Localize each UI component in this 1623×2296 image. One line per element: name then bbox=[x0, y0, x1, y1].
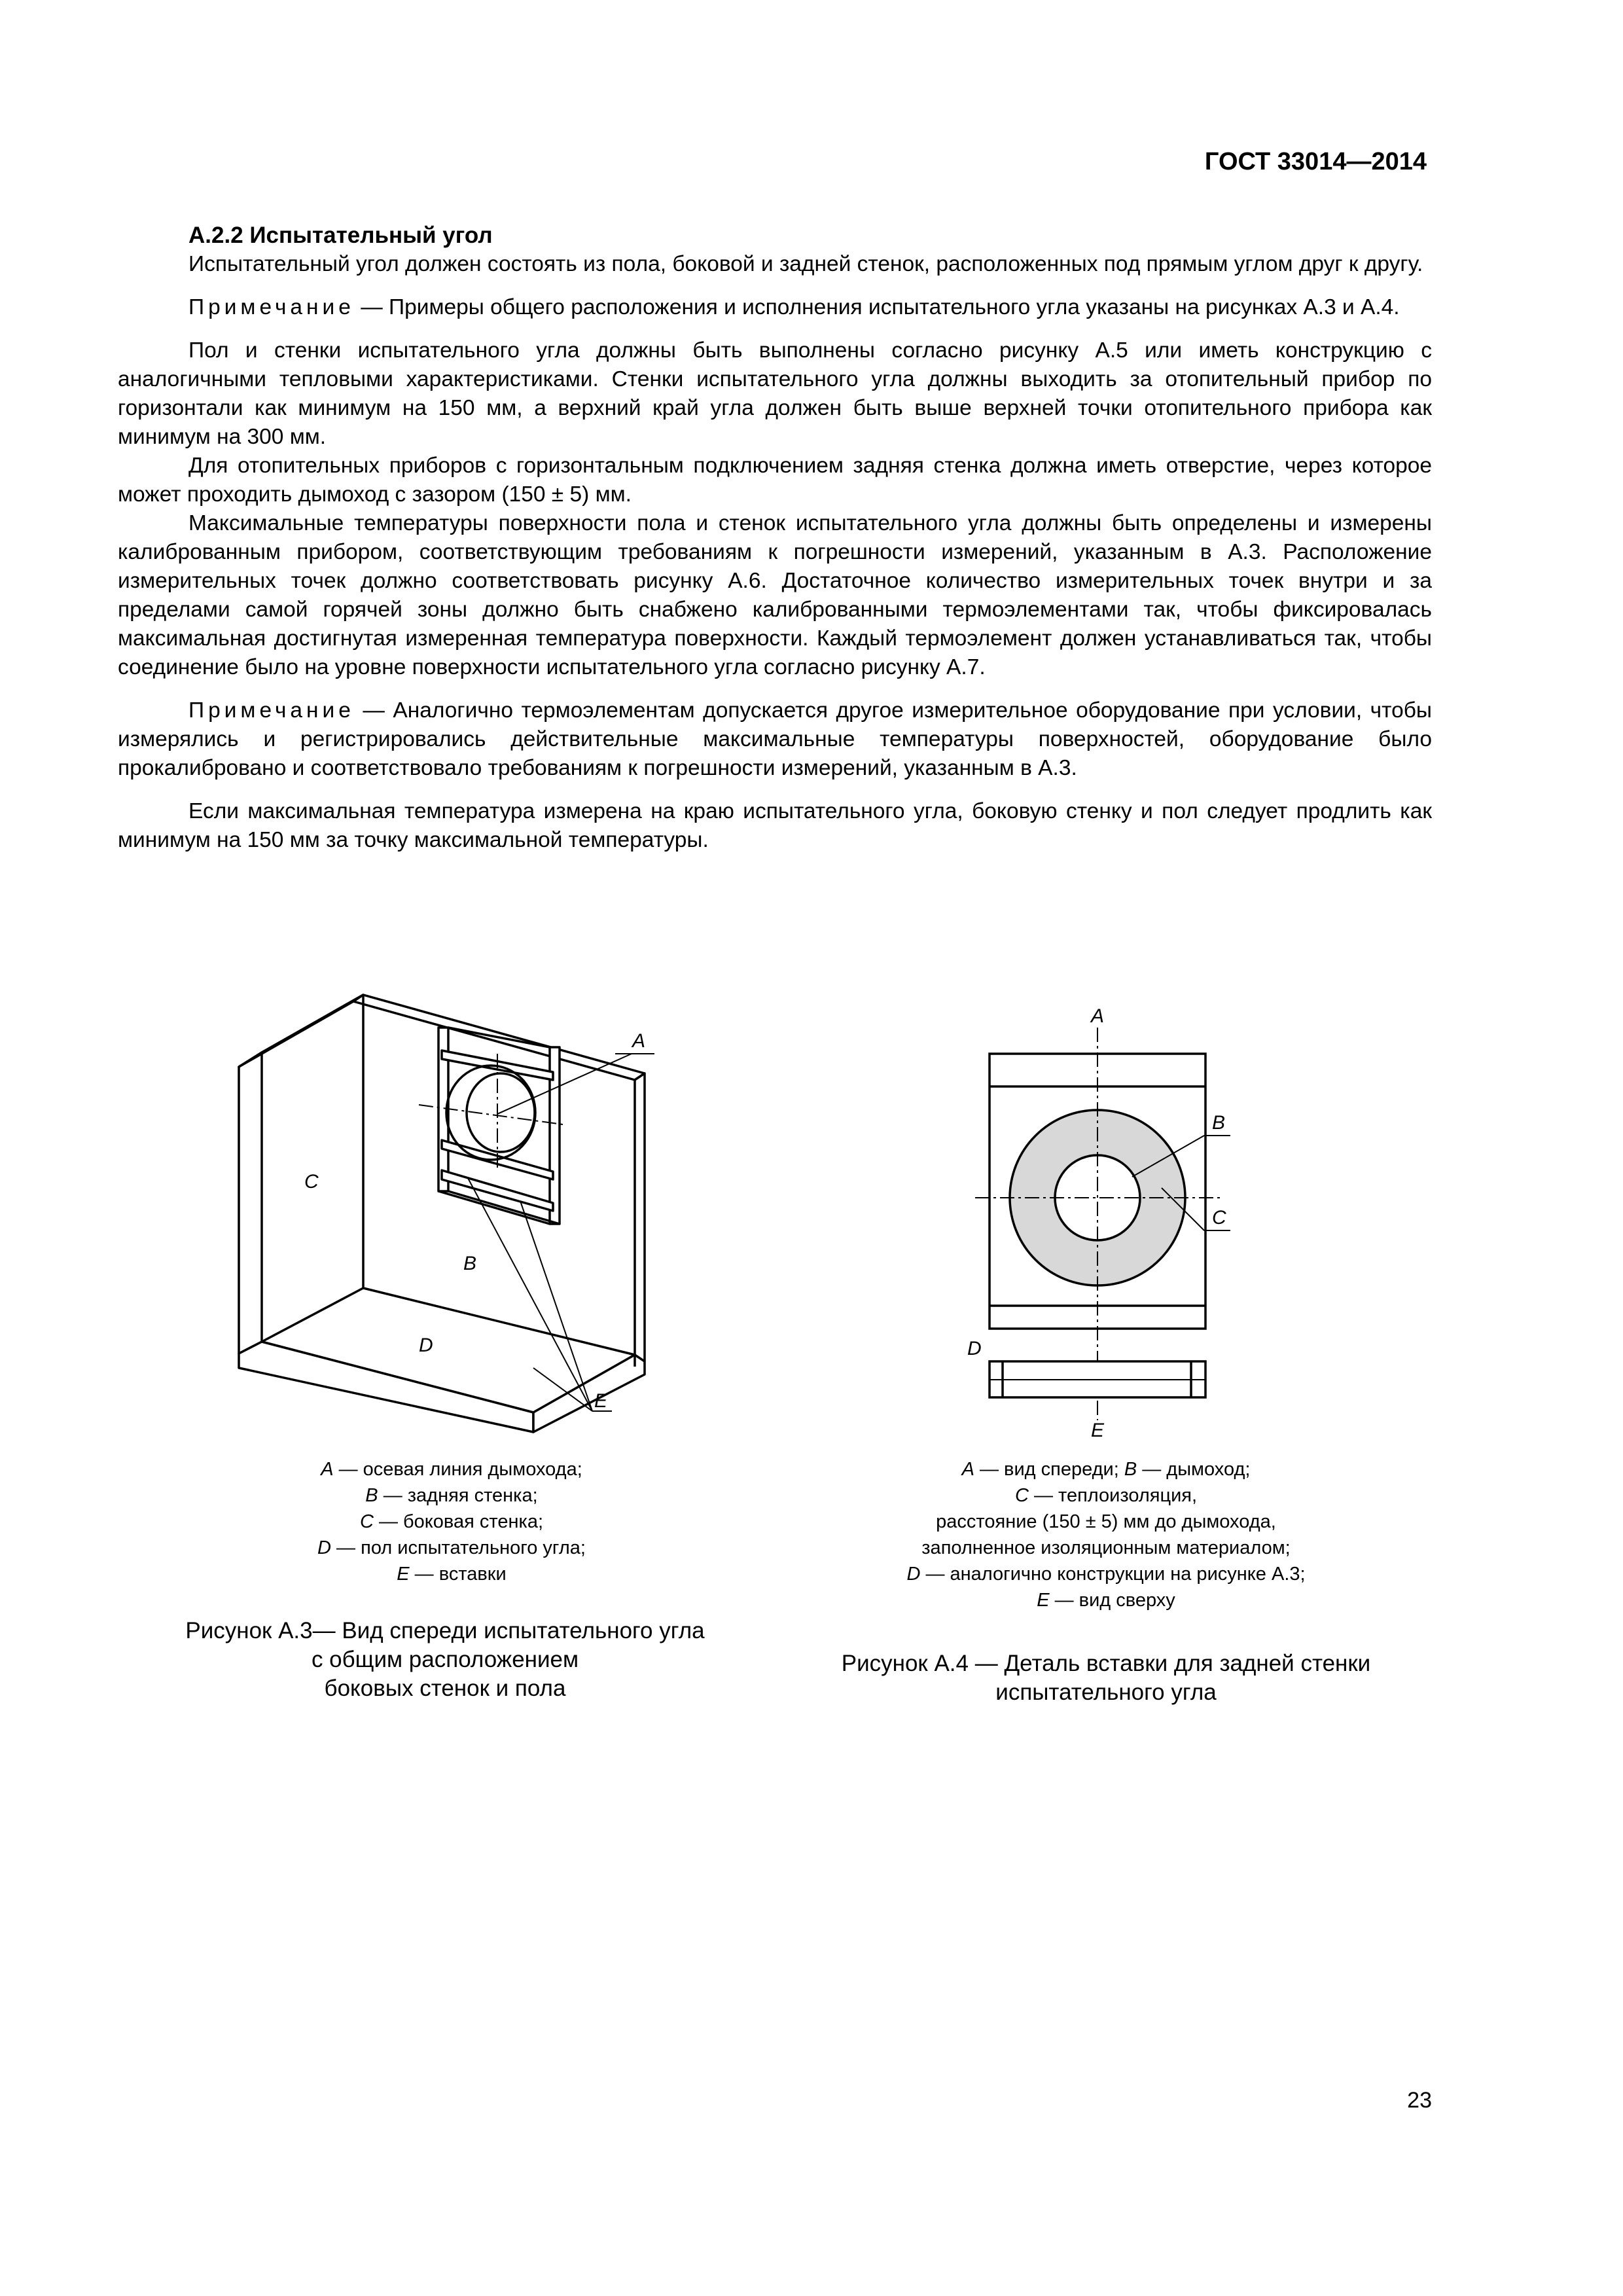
note-2 bbox=[118, 696, 1432, 783]
legend-key: D bbox=[906, 1564, 921, 1585]
leader-a bbox=[497, 1054, 632, 1114]
note-2-dash: — bbox=[363, 698, 385, 723]
legend-row bbox=[825, 1587, 1387, 1613]
label-c: C bbox=[1212, 1207, 1226, 1229]
legend-row bbox=[825, 1561, 1387, 1587]
label-a: A bbox=[1091, 1008, 1105, 1027]
back-wall-edge bbox=[635, 1073, 645, 1367]
legend-row bbox=[236, 1456, 668, 1482]
legend-text: — вид сверху bbox=[1049, 1590, 1175, 1611]
legend-row bbox=[825, 1535, 1387, 1561]
side-wall-inner-top bbox=[262, 995, 363, 1052]
legend-text: расстояние (150 ± 5) мм до дымохода, bbox=[936, 1511, 1276, 1532]
legend-row bbox=[825, 1456, 1387, 1482]
section-heading: А.2.2 Испытательный угол bbox=[188, 223, 493, 248]
side-wall-edge bbox=[239, 1052, 262, 1354]
label-b: B bbox=[1212, 1112, 1226, 1134]
legend-row bbox=[236, 1509, 668, 1535]
paragraph-3: Для отопительных приборов с горизонтальным подключением задняя стенка должна иметь отверстие, через которое может проходить дымоход с зазором (150 ± 5) мм. bbox=[118, 454, 1432, 507]
legend-row bbox=[825, 1509, 1387, 1535]
legend-text: — вставки bbox=[409, 1564, 507, 1585]
paragraph-5: Если максимальная температура измерена на краю испытательного угла, боковую стенку и пол следует продлить как минимум на 150 мм за точку максимальной температуры. bbox=[118, 799, 1432, 852]
chimney-outer bbox=[446, 1066, 535, 1160]
legend-key: E bbox=[1037, 1590, 1050, 1611]
figure-a4-caption bbox=[798, 1649, 1414, 1707]
caption-line: с общим расположением bbox=[311, 1647, 579, 1672]
label-b: B bbox=[463, 1253, 477, 1274]
note-2-label: Примечание bbox=[188, 698, 355, 723]
legend-key: C bbox=[359, 1511, 374, 1532]
label-c: C bbox=[304, 1171, 319, 1193]
document-code: ГОСТ 33014—2014 bbox=[1204, 148, 1427, 175]
legend-text: заполненное изоляционным материалом; bbox=[921, 1537, 1291, 1558]
figure-a3-drawing bbox=[223, 975, 681, 1446]
legend-text: — осевая линия дымохода; bbox=[333, 1459, 582, 1480]
page-number: 23 bbox=[1407, 2088, 1432, 2113]
label-d: D bbox=[419, 1335, 433, 1356]
caption-line: боковых стенок и пола bbox=[324, 1676, 566, 1701]
legend-text: — теплоизоляция, bbox=[1028, 1485, 1198, 1506]
note-1-dash: — bbox=[361, 295, 383, 319]
legend-row bbox=[236, 1561, 668, 1587]
paragraph-2: Пол и стенки испытательного угла должны быть выполнены согласно рисунку А.5 или иметь конструкцию с аналогичными тепловыми характеристиками. Стенки испытательного угла должны выходить за отопительный прибор по горизонтали как минимум на 150 мм, а верхний край угла должен быть выше верхней точки отопительного прибора как минимум на 300 мм. bbox=[118, 338, 1432, 449]
note-2-text: Аналогично термоэлементам допускается другое измерительное оборудование при условии, чтобы измерялись и регистрировались действительные максимальные температуры поверхностей, оборудование было прокалибровано и соответствовало требованиям к погрешности измерений, указанным в А.3. bbox=[118, 698, 1432, 780]
caption-line: Рисунок А.4 — Деталь вставки для задней стенки bbox=[841, 1651, 1371, 1676]
paragraph-1: Испытательный угол должен состоять из пола, боковой и задней стенок, расположенных под прямым углом друг к другу. bbox=[188, 252, 1423, 276]
legend-text: — пол испытательного угла; bbox=[331, 1537, 586, 1558]
legend-text: — вид спереди; bbox=[974, 1459, 1124, 1480]
legend-key: E bbox=[397, 1564, 410, 1585]
figure-a3-legend bbox=[236, 1456, 668, 1587]
figure-a4-drawing bbox=[955, 1008, 1296, 1440]
legend-key: C bbox=[1014, 1485, 1029, 1506]
legend-key: B bbox=[365, 1485, 378, 1506]
legend-row bbox=[236, 1535, 668, 1561]
note-1-text: Примеры общего расположения и исполнения испытательного угла указаны на рисунках А.3 и А.4. bbox=[389, 295, 1400, 319]
note-1-label: Примечание bbox=[188, 295, 355, 319]
caption-line: Рисунок А.3— Вид спереди испытательного угла bbox=[185, 1618, 705, 1643]
figure-a3-caption bbox=[151, 1617, 740, 1703]
legend-key: A bbox=[961, 1459, 974, 1480]
legend-text: — задняя стенка; bbox=[378, 1485, 538, 1506]
caption-line: испытательного угла bbox=[995, 1679, 1217, 1705]
figure-a3-svg bbox=[223, 975, 681, 1446]
legend-key: B bbox=[1124, 1459, 1137, 1480]
label-e: E bbox=[594, 1390, 608, 1412]
legend-row bbox=[236, 1482, 668, 1509]
legend-text: — дымоход; bbox=[1137, 1459, 1251, 1480]
note-1 bbox=[118, 293, 1432, 322]
legend-key: A bbox=[321, 1459, 334, 1480]
label-e: E bbox=[1091, 1420, 1105, 1440]
figure-a4-svg bbox=[955, 1008, 1296, 1440]
label-a: A bbox=[632, 1030, 646, 1052]
legend-row bbox=[825, 1482, 1387, 1509]
label-d: D bbox=[967, 1338, 982, 1359]
legend-key: D bbox=[317, 1537, 331, 1558]
insert-top-edge bbox=[448, 1028, 550, 1047]
legend-text: — боковая стенка; bbox=[373, 1511, 544, 1532]
legend-text: — аналогично конструкции на рисунке А.3; bbox=[920, 1564, 1306, 1585]
paragraph-4: Максимальные температуры поверхности пола и стенок испытательного угла должны быть определены и измерены калиброванным прибором, соответствующим требованиям к погрешности измерений, указанным в А.3. Расположение измерительных точек должно соответствовать рисунку А.6. Достаточное количество измерительных точек внутри и за пределами самой горячей зоны должно быть снабжено калиброванными термоэлементами так, чтобы фиксировалась максимальная достигнутая измеренная температура поверхности. Каждый термоэлемент должен устанавливаться так, чтобы соединение было на уровне поверхности испытательного угла согласно рисунку А.7. bbox=[118, 511, 1432, 679]
figure-a4-legend bbox=[825, 1456, 1387, 1613]
section-body bbox=[118, 221, 1432, 855]
